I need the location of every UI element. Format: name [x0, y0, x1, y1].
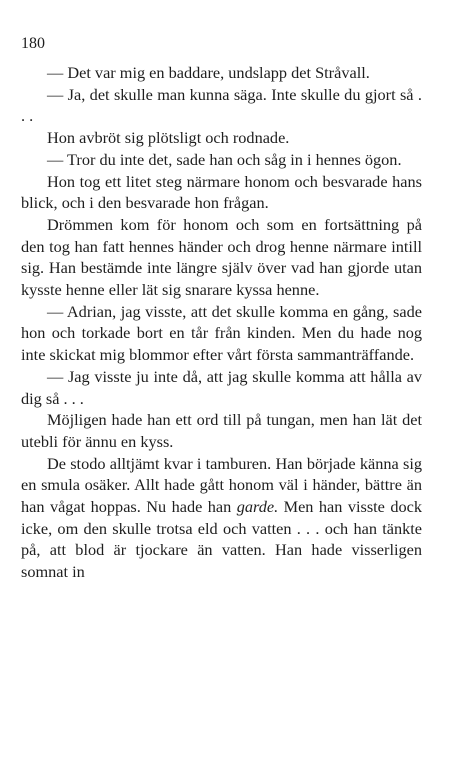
paragraph-5: Hon tog ett litet steg närmare honom och besvarade hans blick, och i den besvarade hon frågan. [21, 171, 422, 213]
page-number: 180 [21, 35, 45, 52]
paragraph-1: — Det var mig en baddare, undslapp det Stråvall. [47, 63, 370, 82]
paragraph-10-italic: garde. [236, 497, 279, 517]
paragraph-7: — Adrian, jag visste, att det skulle komma en gång, sade hon och torkade bort en tår från kinden. Men du hade nog inte skickat mig blommor efter vårt första sammanträffande. [21, 301, 422, 365]
paragraph-10-text: De stodo alltjämt kvar i tamburen. Han började känna sig en smula osäker. Allt hade gått honom väl i händer, bättre än han vågat hoppas. Nu hade han [21, 453, 422, 517]
paragraph-3: Hon avbröt sig plötsligt och rodnade. [47, 128, 290, 148]
paragraph-2: — Ja, det skulle man kunna säga. Inte skulle du gjort så . . . [21, 84, 422, 126]
paragraph-6: Drömmen kom för honom och som en fortsättning på den tog han fatt hennes händer och drog henne närmare intill sig. Han bestämde inte längre själv över vad han gjorde utan kysste henne eller lät sig snarare kyssa henne. [21, 214, 422, 300]
paragraph-8: — Jag visste ju inte då, att jag skulle komma att hålla av dig så . . . [21, 366, 422, 408]
paragraph-4: — Tror du inte det, sade han och såg in i hennes ögon. [47, 149, 402, 169]
paragraph-9: Möjligen hade han ett ord till på tungan, men han lät det utebli för ännu en kyss. [21, 410, 422, 451]
book-page [21, 34, 422, 583]
paragraph-10-continuation: Men han visste dock icke, om den skulle trotsa eld och vatten . . . och han tänkte på, att blod är tjockare än vatten. Han hade visserligen somnat in [21, 497, 422, 582]
paragraph-10 [21, 453, 422, 583]
